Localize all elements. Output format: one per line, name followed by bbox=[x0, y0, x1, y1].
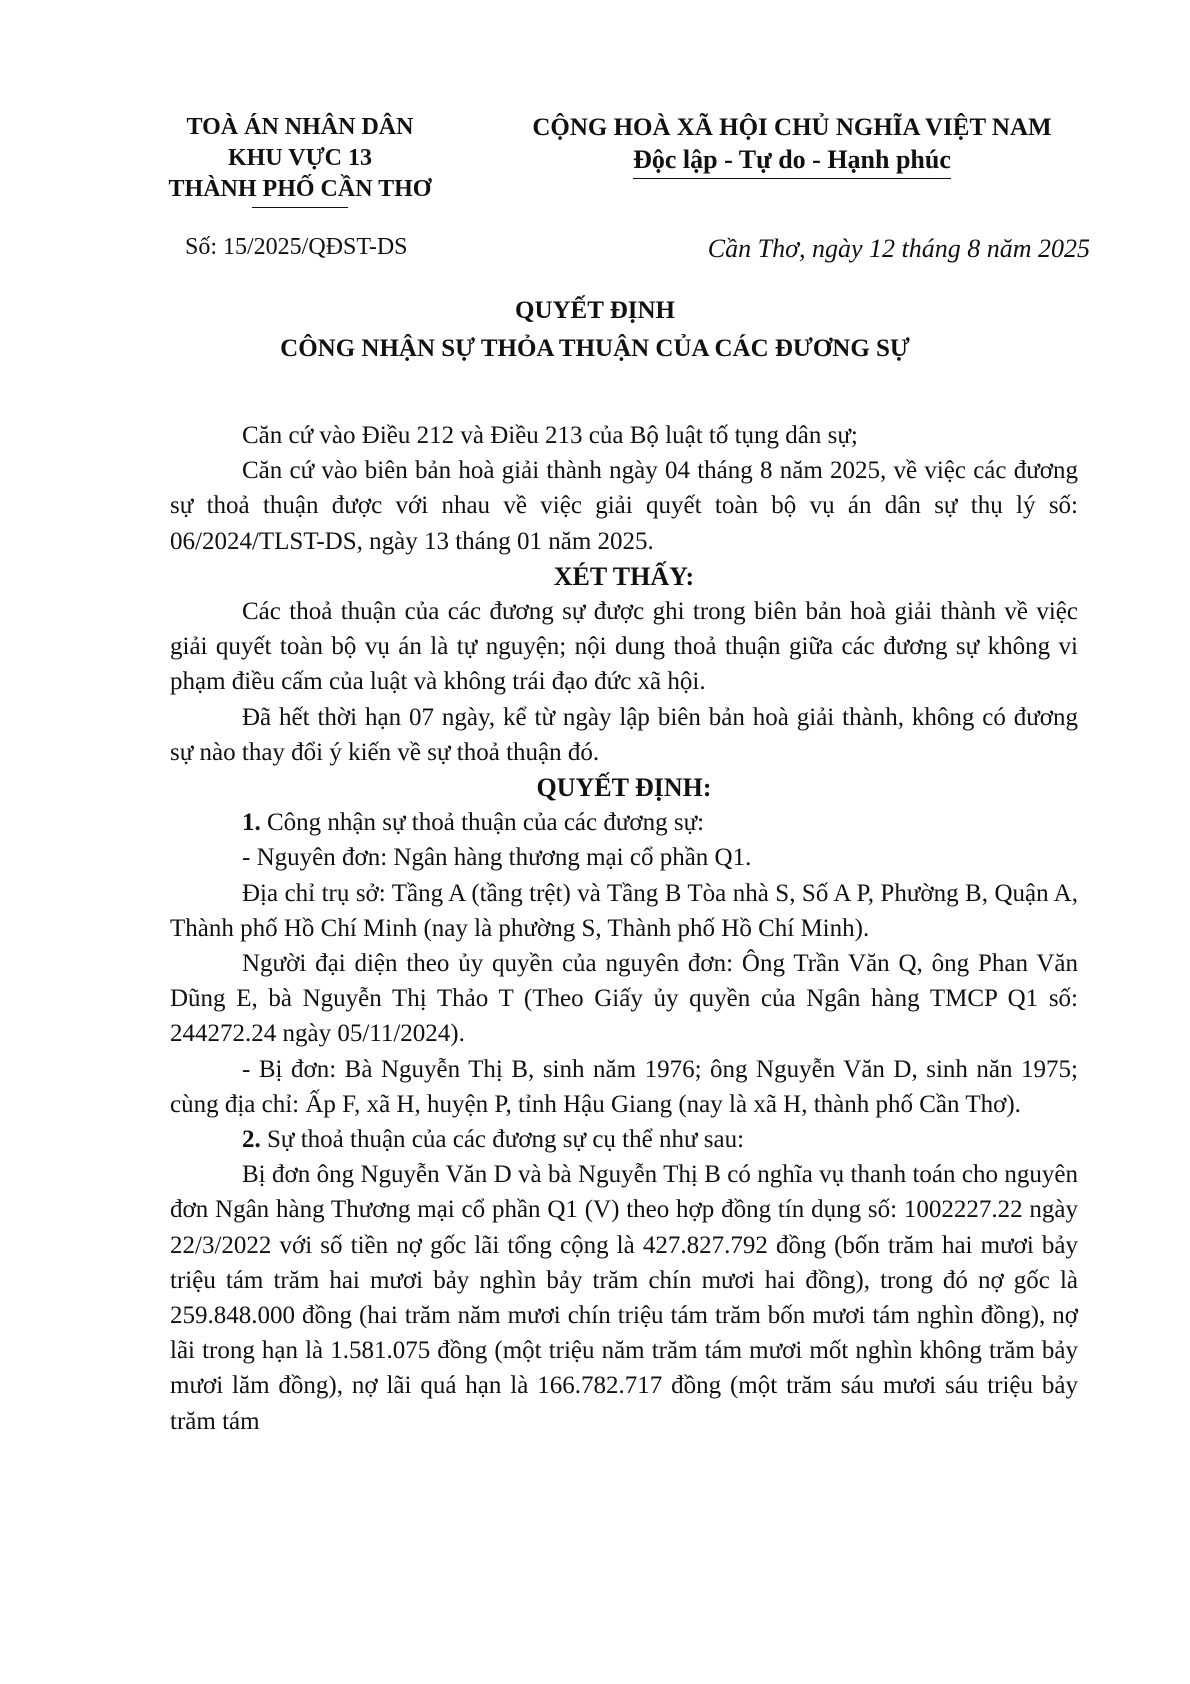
paragraph-findings-1: Các thoả thuận của các đương sự được ghi trong biên bản hoà giải thành về việc giải quyết toàn bộ vụ án là tự nguyện; nội dung thoả thuận giữa các đương sự không vi phạm điều cấm của luật và không trái đạo đức xã hội. bbox=[170, 598, 1078, 696]
title-line2: CÔNG NHẬN SỰ THỎA THUẬN CỦA CÁC ĐƯƠNG SỰ bbox=[280, 335, 910, 362]
item-number: 2. bbox=[242, 1126, 261, 1154]
item-text: Công nhận sự thoả thuận của các đương sự: bbox=[260, 809, 705, 837]
paragraph-plaintiff-address: Địa chỉ trụ sở: Tầng A (tầng trệt) và Tầng B Tòa nhà S, Số A P, Phường B, Quận A, Thành phố Hồ Chí Minh (nay là phường S, Thành phố Hồ Chí Minh). bbox=[170, 879, 1078, 942]
court-name-line3: THÀNH PHỐ CẦN THƠ bbox=[168, 176, 432, 202]
paragraph-findings-2: Đã hết thời hạn 07 ngày, kể từ ngày lập biên bản hoà giải thành, không có đương sự nào thay đổi ý kiến về sự thoả thuận đó. bbox=[170, 703, 1078, 766]
section-heading-findings: XÉT THẤY: bbox=[553, 561, 695, 591]
document-number: Số: 15/2025/QĐST-DS bbox=[185, 234, 408, 260]
national-motto: Độc lập - Tự do - Hạnh phúc bbox=[633, 144, 951, 179]
section-heading-decision: QUYẾT ĐỊNH: bbox=[536, 773, 712, 803]
paragraph-legal-basis: Căn cứ vào Điều 212 và Điều 213 của Bộ luật tố tụng dân sự; bbox=[242, 422, 858, 449]
item-text: Sự thoả thuận của các đương sự cụ thể như sau: bbox=[260, 1126, 745, 1154]
paragraph-plaintiff: - Nguyên đơn: Ngân hàng thương mại cổ phần Q1. bbox=[242, 844, 752, 872]
court-header-underline bbox=[252, 207, 348, 208]
document-title bbox=[0, 292, 1190, 368]
paragraph-defendant: - Bị đơn: Bà Nguyễn Thị B, sinh năm 1976; ông Nguyễn Văn D, sinh năn 1975; cùng địa chỉ: Ấp F, xã H, huyện P, tỉnh Hậu Giang (nay là xã H, thành phố Cần Thơ). bbox=[170, 1055, 1078, 1118]
item-number: 1. bbox=[242, 809, 261, 837]
title-line1: QUYẾT ĐỊNH bbox=[515, 297, 675, 324]
decision-item-2 bbox=[170, 1122, 1078, 1157]
paragraph-mediation-record: Căn cứ vào biên bản hoà giải thành ngày 04 tháng 8 năm 2025, về việc các đương sự thoả thuận được với nhau về việc giải quyết toàn bộ vụ án dân sự thụ lý số: 06/2024/TLST-DS, ngày 13 tháng 01 năm 2025. bbox=[170, 457, 1078, 555]
court-header bbox=[150, 112, 450, 208]
decision-item-1 bbox=[170, 805, 1078, 840]
paragraph-plaintiff-representative: Người đại diện theo ủy quyền của nguyên đơn: Ông Trần Văn Q, ông Phan Văn Dũng E, bà Nguyễn Thị Thảo T (Theo Giấy ủy quyền của Ngân hàng TMCP Q1 số: 244272.24 ngày 05/11/2024). bbox=[170, 950, 1078, 1048]
national-header bbox=[512, 112, 1072, 179]
place-date: Cần Thơ, ngày 12 tháng 8 năm 2025 bbox=[707, 234, 1090, 263]
nation-title: CỘNG HOÀ XÃ HỘI CHỦ NGHĨA VIỆT NAM bbox=[532, 114, 1052, 141]
document-body bbox=[170, 418, 1078, 1439]
paragraph-payment-obligation: Bị đơn ông Nguyễn Văn D và bà Nguyễn Thị B có nghĩa vụ thanh toán cho nguyên đơn Ngân hàng Thương mại cổ phần Q1 (V) theo hợp đồng tín dụng số: 1002227.22 ngày 22/3/2022 với số tiền nợ gốc lãi tổng cộng là 427.827.792 đồng (bốn trăm hai mươi bảy triệu tám trăm hai mươi bảy nghìn bảy trăm chín mươi hai đồng), trong đó nợ gốc là 259.848.000 đồng (hai trăm năm mươi chín triệu tám trăm bốn mươi tám nghìn đồng), nợ lãi trong hạn là 1.581.075 đồng (một triệu năm trăm tám mươi mốt nghìn không trăm bảy mươi lăm đồng), nợ lãi quá hạn là 166.782.717 đồng (một trăm sáu mươi sáu triệu bảy trăm tám bbox=[170, 1161, 1078, 1435]
court-name-line2: KHU VỰC 13 bbox=[228, 145, 372, 171]
court-name-line1: TOÀ ÁN NHÂN DÂN bbox=[186, 114, 414, 140]
